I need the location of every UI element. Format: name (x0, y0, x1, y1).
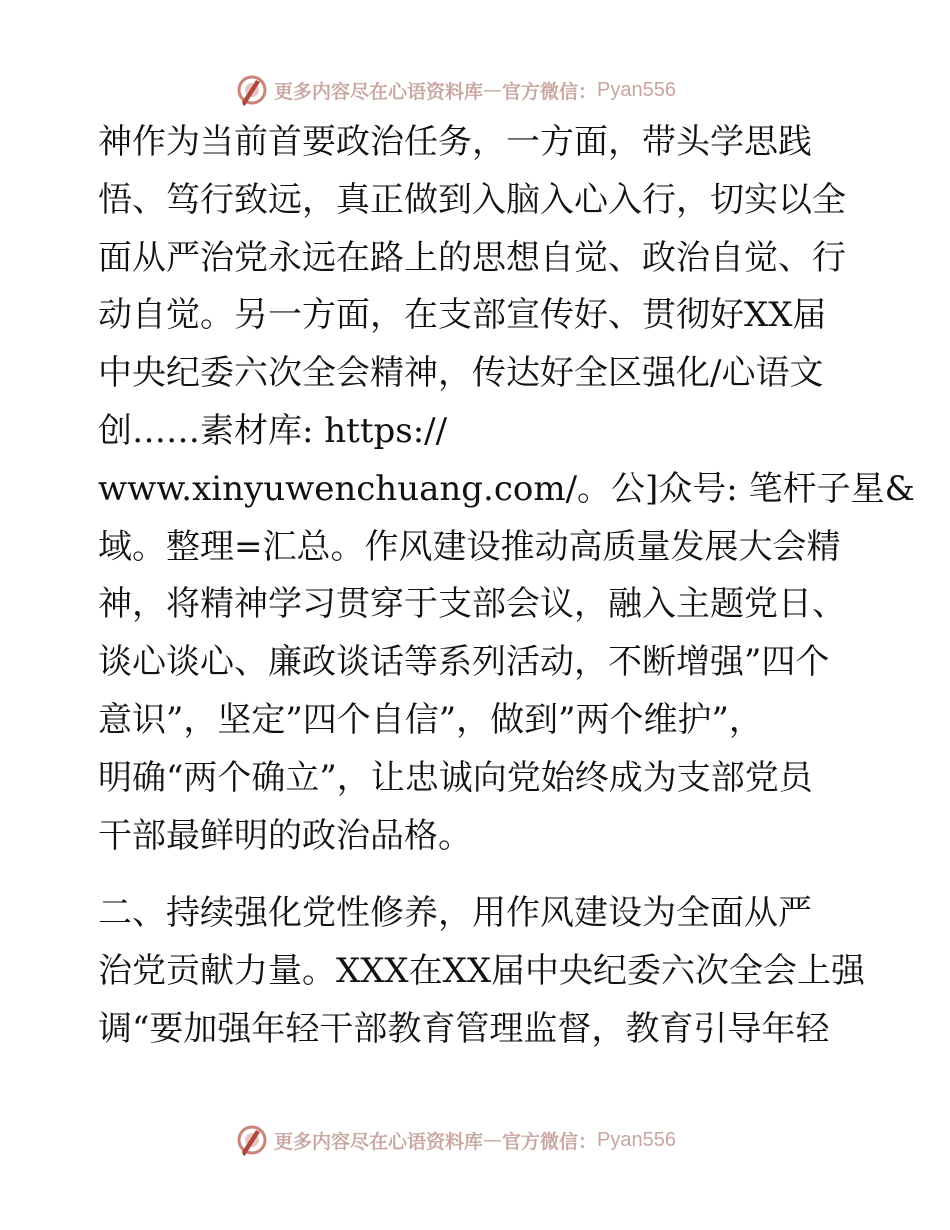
text-line: www.xinyuwenchuang.com/。公]众号: 笔杆子星& (98, 468, 915, 509)
pen-logo-icon (234, 1122, 270, 1158)
watermark-text: 更多内容尽在心语资料库 (274, 80, 484, 103)
header-watermark (234, 70, 676, 110)
text-line: 面从严治党永远在路上的思想自觉、政治自觉、行 (98, 237, 846, 278)
watermark-wechat-id: Pyan556 (597, 78, 676, 101)
watermark-text: 更多内容尽在心语资料库 (274, 1130, 484, 1153)
body-text (98, 114, 915, 1059)
text-line: 动自觉。另一方面，在支部宣传好、贯彻好XX届 (98, 295, 827, 336)
text-line: 谈心谈心、廉政谈话等系列活动，不断增强”四个 (98, 642, 830, 683)
watermark-wechat-id: Pyan556 (597, 1128, 676, 1151)
text-line: 神，将精神学习贯穿于支部会议，融入主题党日、 (98, 584, 846, 625)
watermark-separator: — (483, 1129, 503, 1151)
text-line: 创……素材库: https:// (98, 410, 448, 451)
text-line: 神作为当前首要政治任务，一方面，带头学思践 (98, 122, 812, 162)
text-line: 域。整理=汇总。作风建设推动高质量发展大会精 (98, 526, 841, 567)
text-line: 明确“两个确立”，让忠诚向党始终成为支部党员 (98, 757, 813, 798)
watermark-wechat-label: 官方微信： (502, 1130, 598, 1153)
text-line: 悟、笃行致远，真正做到入脑入心入行，切实以全 (98, 179, 846, 220)
text-line: 中央纪委六次全会精神，传达好全区强化/心语文 (98, 353, 824, 394)
text-line: 治党贡献力量。XXX在XX届中央纪委六次全会上强 (98, 951, 866, 992)
pen-logo-icon (234, 72, 270, 108)
text-line: 意识”，坚定”四个自信”，做到”两个维护”， (98, 699, 763, 740)
watermark-wechat-label: 官方微信： (502, 80, 598, 103)
footer-watermark (234, 1120, 676, 1160)
section-heading-line: 二、持续强化党性修养，用作风建设为全面从严 (98, 893, 812, 934)
text-line: 调“要加强年轻干部教育管理监督，教育引导年轻 (98, 1008, 830, 1049)
watermark-separator: — (483, 79, 503, 101)
text-line: 干部最鲜明的政治品格。 (98, 815, 472, 856)
